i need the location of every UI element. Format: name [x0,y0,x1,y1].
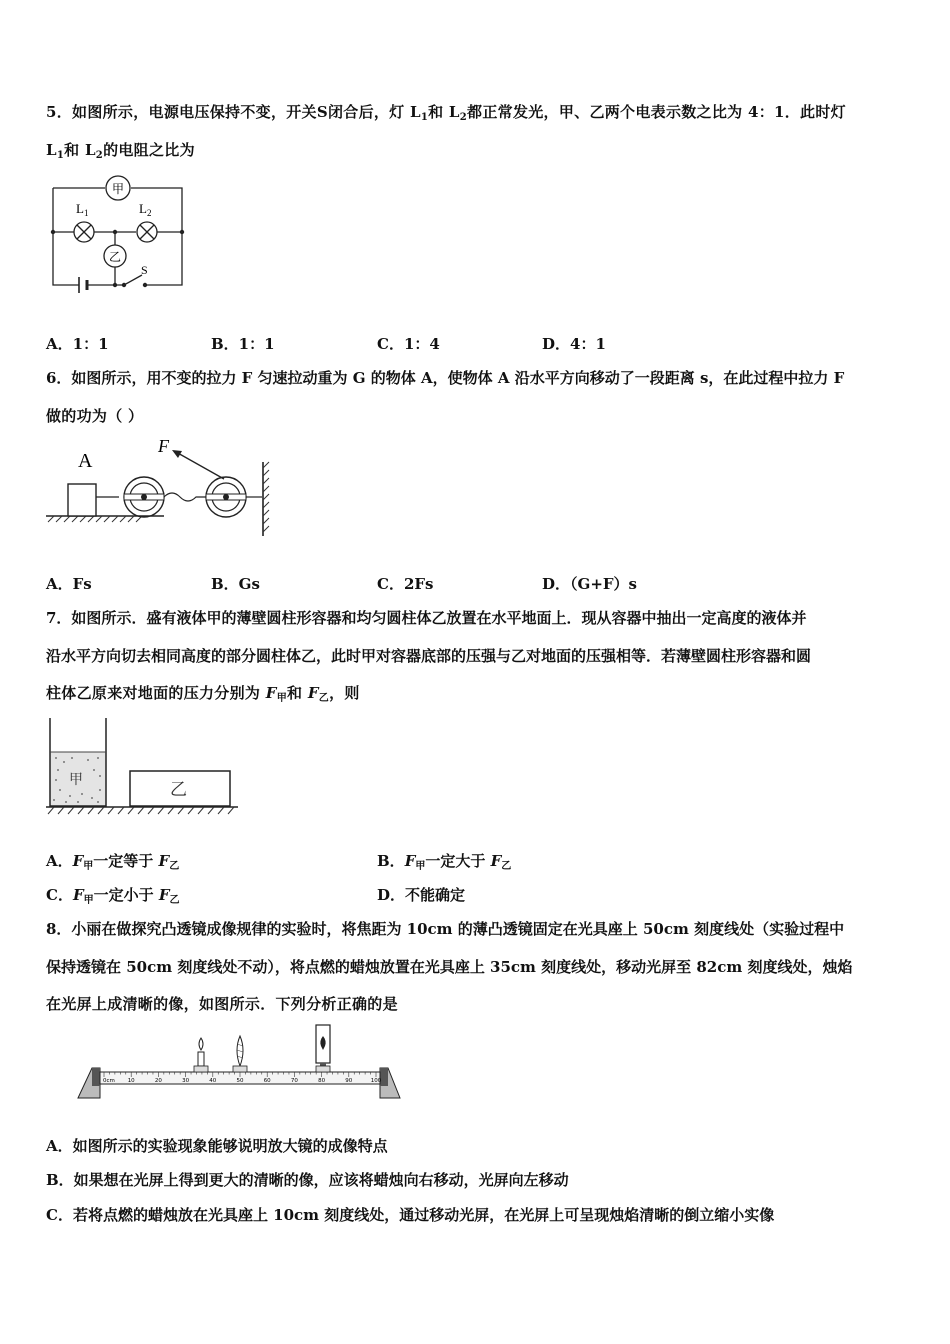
spring-rope [164,493,206,501]
junction-dot [113,283,117,287]
q7-text: 和 [287,684,308,702]
switch-lever [124,275,142,285]
junction-dot [143,283,147,287]
q5-sub: 2 [95,150,104,161]
q5-option-d[interactable]: D．4：1 [542,335,606,353]
q5-circuit-diagram [44,172,194,304]
ruler-tick-label: 40 [209,1078,217,1084]
ground-hatch [48,516,142,522]
force-arrow [176,452,224,479]
ruler-tick-label: 100 [370,1078,382,1084]
q7-sub: 乙 [318,693,330,704]
q7-text: 柱体乙原来对地面的压力分别为 [46,684,266,702]
q6-option-b[interactable]: B．Gs [211,575,260,593]
meter-yi-label: 乙 [108,250,122,264]
liquid-label: 甲 [69,772,83,788]
q5-sub: 2 [459,112,468,123]
q7-line-2: 沿水平方向切去相同高度的部分圆柱体乙，此时甲对容器底部的压强与乙对地面的压强相等．若薄壁圆柱形容器和圆 [46,647,812,665]
switch-label: S [141,263,148,277]
q7-force-symbol: F [307,684,319,702]
q6-pulley-diagram [44,432,274,540]
pulley-2 [206,477,246,517]
q7-container-diagram [44,714,244,818]
q5-option-c[interactable]: C．1：4 [377,335,440,353]
q5-text: L [46,141,57,159]
q7-option-a[interactable]: A．$F_甲$一定等于 $F_乙$ [46,852,180,872]
q7-text: ，则 [329,684,360,702]
pulley-1 [124,477,164,517]
q7-option-b[interactable]: B．$F_甲$一定大于 $F_乙$ [377,852,512,872]
q5-text: 和 L [428,103,460,121]
ruler-tick-label: 10 [127,1078,135,1084]
meter-jia-label: 甲 [111,182,125,196]
lamp-l2-label: $L_2$ [139,201,152,218]
light-screen-icon [316,1025,330,1072]
q6-option-a[interactable]: A．Fs [46,575,92,593]
q7-sub: 甲 [276,693,287,704]
q5-sub: 1 [56,150,65,161]
wall-hatch [263,462,269,532]
q8-option-b[interactable]: B．如果想在光屏上得到更大的清晰的像，应该将蜡烛向右移动，光屏向左移动 [46,1171,569,1189]
candle-icon [194,1038,208,1072]
q7-force-symbol: F [265,684,277,702]
junction-dot [113,230,117,234]
q5-option-a[interactable]: A．1：1 [46,335,109,353]
q5-text: 的电阻之比为 [103,141,195,159]
q7-line-1: 7．如图所示．盛有液体甲的薄壁圆柱形容器和均匀圆柱体乙放置在水平地面上．现从容器中抽出一定高度的液体并 [46,609,807,627]
q8-option-a[interactable]: A．如图所示的实验现象能够说明放大镜的成像特点 [46,1137,388,1155]
q5-line-1 [46,101,846,123]
junction-dot [51,230,55,234]
q7-line-3 [46,682,360,704]
q6-option-d[interactable]: D．（G+F）s [542,575,637,593]
ruler-tick-label: 20 [154,1078,162,1084]
q5-text: 和 L [64,141,96,159]
junction-dot [180,230,184,234]
q7-option-c[interactable]: C．$F_甲$一定小于 $F_乙$ [46,886,180,906]
ruler-tick-label: 50 [236,1078,244,1084]
q8-line-2: 保持透镜在 50cm 刻度线处不动），将点燃的蜡烛放置在光具座上 35cm 刻度线处，移动光屏至 82cm 刻度线处，烛焰 [46,958,853,976]
q8-line-3: 在光屏上成清晰的像，如图所示．下列分析正确的是 [46,995,398,1013]
ruler-tick-label: 30 [182,1078,190,1084]
ruler-tick-label: 60 [263,1078,271,1084]
block-a-label: A [78,450,93,472]
q8-line-1: 8．小丽在做探究凸透镜成像规律的实验时，将焦距为 10cm 的薄凸透镜固定在光具座上 50cm 刻度线处（实验过程中 [46,920,845,938]
cylinder-label: 乙 [170,780,187,800]
bench-end-left [92,1068,100,1086]
convex-lens-icon [233,1036,247,1072]
force-label: F [158,436,169,456]
ground-hatch [48,807,234,814]
q5-sub: 1 [420,112,429,123]
q5-text: 都正常发光，甲、乙两个电表示数之比为 4：1．此时灯 [467,103,846,121]
q7-option-d[interactable]: D．不能确定 [377,886,466,904]
q8-option-c[interactable]: C．若将点燃的蜡烛放在光具座上 10cm 刻度线处，通过移动光屏，在光屏上可呈现烛焰清晰的倒立缩小实像 [46,1206,775,1224]
ruler-tick-label: 80 [318,1078,326,1084]
ruler-tick-label: 90 [345,1078,353,1084]
q6-line-2: 做的功为（ ） [46,407,144,425]
q8-optical-bench-diagram [70,1022,415,1108]
ruler-tick-label: 70 [290,1078,298,1084]
q5-option-b[interactable]: B．1：1 [211,335,275,353]
q5-line-2 [46,139,195,161]
junction-dot [122,283,126,287]
block-a [68,484,96,516]
lamp-l1-label: $L_1$ [76,201,89,218]
q5-text: 5．如图所示，电源电压保持不变，开关S闭合后，灯 L [46,103,421,121]
q6-line-1: 6．如图所示，用不变的拉力 F 匀速拉动重为 G 的物体 A，使物体 A 沿水平方向移动了一段距离 s，在此过程中拉力 F [46,369,845,387]
ruler-start-label: 0cm [103,1078,115,1084]
q6-option-c[interactable]: C．2Fs [377,575,434,593]
